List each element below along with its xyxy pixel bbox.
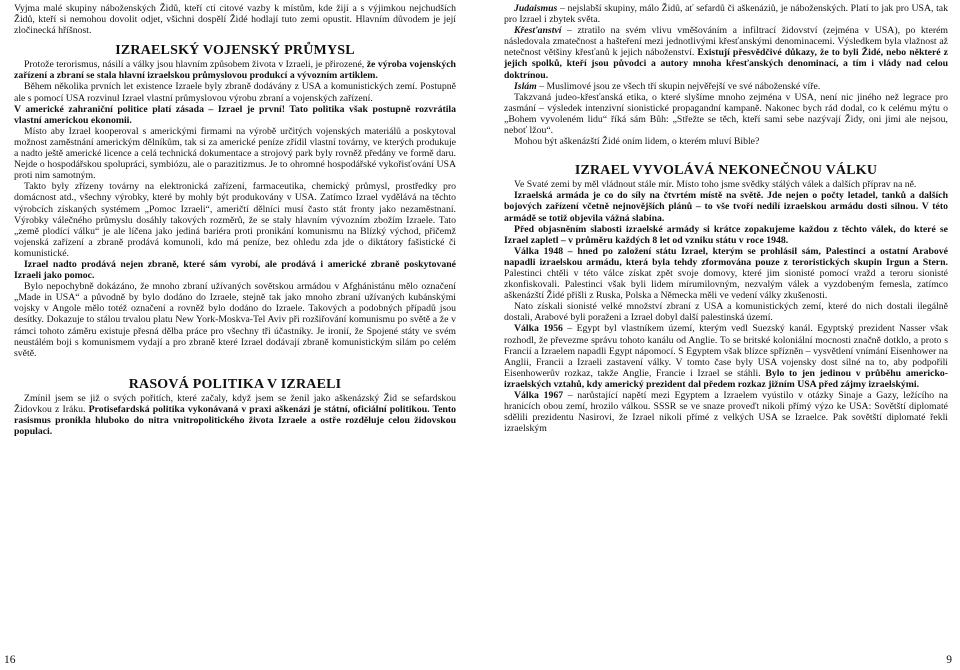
paragraph: Mohou být aškenázští Židé oním lidem, o kterém mluví Bible? <box>514 136 760 148</box>
paragraph: Takzvaná judeo-křesťanská etika, o které slyšíme mnoho zejména v USA, není nic jiného než legrace pro zasmání – výsledek intenzivní sionistické propagandní kampaně. Nakonec bych rád dodal, co k celému mýtu o „Bohem vyvoleném lidu“ říká sám Bůh: „Střežte se těch, kteří sami sebe nazývají Židy, oni jimi ale nejsou, neboť lžou“. <box>504 91 948 137</box>
bold-run: že výroba vojenských zařízení a zbraní se stala hlavní izraelskou průmyslovou produkcí a vývozním artiklem. <box>14 59 456 82</box>
bold-run: Válka 1967 <box>514 390 564 401</box>
bold-run: Válka 1948 – hned po založení státu Izrael, kterým se prohlásil sám, Palestinci a ostatní Arabové napadli izraelskou armádu, která byla tehdy zformována pouze z teroristických skupin Irgun a Stern. <box>504 245 948 268</box>
paragraph: Nato získali sionisté velké množství zbraní z USA a komunistických zemí, které do nich dostali ilegálně dostali, Arabové byli poraženi a Izrael dobyl další palestinská území. <box>504 301 948 324</box>
paragraph <box>504 3 948 25</box>
bold-run: Existují přesvědčivé důkazy, že to byli Židé, nebo některé z jejich spolků, kteří jsou původci a autory mnoha křesťanských denominací, a tím i vlády nad celou doktrínou. <box>504 47 948 81</box>
paragraph <box>504 224 948 246</box>
paragraph: Takto byly zřízeny továrny na elektronická zařízení, farmaceutika, chemický průmysl, prostředky pro domácnost atd., všechny výrobky, které by mohly být produkovány v USA. Zatímco Izrael vydělává na těchto výrobcích získaných systémem „Pomoc Izraeli“, američtí dělníci musí často stát fronty jako nezaměstnaní. Výrobky válečného průmyslu dosáhly takových rozměrů, že se staly hlavním vývozním zbožím Izraele. Tato „země plodící válku“ je ale líčena jako jediná bariéra proti pronikání komunismu na Blízký východ, přičemž vojenská zařízení a zbraně prodává komunoli, kdo má peníze, bez ohledu zda jde o diktátory fašistické či komunistické. <box>14 181 456 259</box>
right-page <box>480 0 960 670</box>
label-judaism: Judaismus <box>514 3 558 14</box>
bold-run: Izraelská armáda je co do síly na čtvrtém místě na světě. Jde nejen o počty letadel, tanků a dalších bojových zařízení včetně nejnovějších plánů – to vše tvoří nedílí izraelskou armádu dosti silnou. V této armádě se totiž objevila vážná slabina. <box>504 190 948 224</box>
page-number: 9 <box>946 653 952 666</box>
page-number: 16 <box>4 653 16 666</box>
text-run: – narůstající napětí mezi Egyptem a Izraelem vyústilo v otázky Sinaje a Gazy, ležícího na hranicích obou zemí, hrozilo válkou. SSSR se ve snaze proveďt nikoli přímý výzo ke USA: Sovětští diplomaté sdělili prezidentu Nasirovi, že Izrael nikoli přímé z velkých USA se Izraelce. Pak sovětští diplomaté řekli izraelským <box>504 390 948 435</box>
bold-run: Před objasněním slabosti izraelské armády si krátce zopakujeme každou z těchto válek, do které se Izrael zapletl – v průměru každých 8 let od vzniku státu v roce 1948. <box>504 223 948 246</box>
paragraph: Místo aby Izrael kooperoval s americkými firmami na výrobě určitých vojenských materiálů a poskytoval možnost zaměstnání americkým dělníkům, tak si za americké peníze zřídil vlastní továrny, ve kterých produkuje a nadto ještě americké licence a celá technická dokumentace a strojový park byly rovněž předány ve formě daru. Nejde o hospodářskou spolupráci, symbiózu, ale o parazitizmus. Je to ohromné hospodářské vykořisťování USA proti nim samotným. <box>14 125 456 182</box>
paragraph <box>504 190 948 223</box>
bold-run: Válka 1956 <box>514 323 563 335</box>
bold-run: Bylo to jen jedinou v průběhu americko-izraelských vztahů, kdy americký prezident dal předem rozkaz jižním USA před zájmy izraelskými. <box>504 367 948 390</box>
paragraph: Bylo nepochybně dokázáno, že mnoho zbraní užívaných sovětskou armádou v Afghánistánu mělo označení „Made in USA“ a původně by bylo dodáno do Izraele, stejně tak jako mnoho zbraní užívaných kubánskými vojsky v Angole mělo totéž označení a rovněž bylo dodáno do Izraele. Takových a podobných případů jsou desítky. Dokazuje to stálou trvalou platu New York-Moskva-Tel Aviv při rozšiřování komunismu po světě a že v rámci tohoto záměru existuje přesná dělba práce pro všechny tři účastníky. Je ironií, že Spojené státy ve svém neustálém boji s komunismem vydají a pro zbraně které Izrael dodávají zbraně komunistickým silám po celém světě. <box>14 281 456 359</box>
bold-run: Protisefardská politika vykonávaná v praxi aškenázi je státní, oficiální politikou. Tento rasismus pronikla hluboko do nitra vnitropolitického života Izraele a ostře rozděluje celou židovskou populaci. <box>14 403 456 438</box>
intro-paragraph: Vyjma malé skupiny náboženských Židů, kteří ctí citové vazby k místům, kde žijí a s výjimkou nejchudších Židů, kteří si nemohou dovolit odjet, všichni dospělí Židé hodlají tuto zemi opustit. Hlavním důvodem je její zločinecká hříšnost. <box>14 3 456 37</box>
text-run: Protože terorismus, násilí a války jsou hlavním způsobem života v Izraeli, je přirozené, <box>24 59 367 71</box>
paragraph: Během několika prvních let existence Izraele byly zbraně dodávány z USA a komunistických zemí. Postupně ale s pomocí USA rozvinul Izrael vlastní průmyslovou výrobu zbraní a vojenských zařízení. <box>14 81 456 104</box>
right-column <box>504 3 948 434</box>
text-run: – nejslabší skupiny, málo Židů, ať sefardů či aškenáziů, je náboženských. Platí to jak pro USA, tak pro Izrael i zbytek světa. <box>504 3 948 26</box>
bold-run: V americké zahraniční politice platí zásada – Izrael je první! Tato politika však postupně rozvrátila vlastní americkou ekonomii. <box>14 103 456 126</box>
paragraph: Ve Svaté zemi by měl vládnout stále mír. Místo toho jsme svědky stálých válek a dalších příprav na ně. <box>514 179 917 191</box>
text-run: – ztratilo na svém vlivu vměšováním a infiltrací židovství (zejména v USA), po kterém následovala zmatečnost a hašteření mezi jednotlivými křesťanskými denominacemi. Výsledkem byla vlažnost až netečnost většiny křesťanů k jejich náboženství. <box>504 25 948 59</box>
paragraph <box>504 81 948 92</box>
heading-racial-policy: RASOVÁ POLITIKA V IZRAELI <box>128 376 342 392</box>
paragraph <box>14 104 456 126</box>
heading-endless-war: IZRAEL VYVOLÁVÁ NEKONEČNOU VÁLKU <box>574 163 878 179</box>
text-run: Palestinci chtěli v této válce získat zpět svoje domovy, které jim sionisté pomocí vražd a teroru sionisté zkonfiskovali. Palestinci však byli lidem mírumilovným, nezvalým válek a vyzdobeným femesla, zatímco aškenázští Židé přišli z Ruska, Polska a Německa měli ve vedení války zkušenosti. <box>504 267 948 302</box>
left-column <box>14 3 456 437</box>
paragraph <box>14 393 456 437</box>
heading-military-industry: IZRAELSKÝ VOJENSKÝ PRŮMYSL <box>115 43 355 59</box>
text-run: Zmínil jsem se již o svých pořitích, které začaly, když jsem se ženil jako aškenázský Žid se sefardskou Židovkou z Iráku. <box>14 392 456 415</box>
paragraph <box>504 25 948 80</box>
paragraph <box>504 323 948 390</box>
bold-run: Izrael nadto prodává nejen zbraně, které sám vyrobí, ale prodává i americké zbraně poskytované Izraeli jako pomoc. <box>14 258 456 282</box>
paragraph <box>504 390 948 434</box>
paragraph <box>14 59 456 81</box>
paragraph <box>504 246 948 301</box>
label-christianity: Křesťanství <box>514 25 562 37</box>
label-islam: Islám <box>514 80 537 92</box>
text-run: – Egypt byl vlastníkem území, kterým vedl Suezský kanál. Egyptský prezident Nasser však rozhodl, že převezme správu tohoto kanálu od Anglie. To se britské koloniální mocnosti značně dotklo, a proto s Francií a Izraelem napadli Egypt nápomocí. S Egyptem však blízce spřízněn – vysvětlení vnímání Eisenhower na Anglii, Francii a Izraeli zastavení války. V tomto čase byly USA vojensky dost silné na to, aby podpořili Eisenhowerův rozkaz, takže Anglie, Francie i Izrael se stáhli. <box>504 323 948 379</box>
paragraph <box>14 259 456 281</box>
text-run: – Muslimové jsou ze všech tří skupin nejvěřejší ve své náboženské víře. <box>536 80 821 92</box>
